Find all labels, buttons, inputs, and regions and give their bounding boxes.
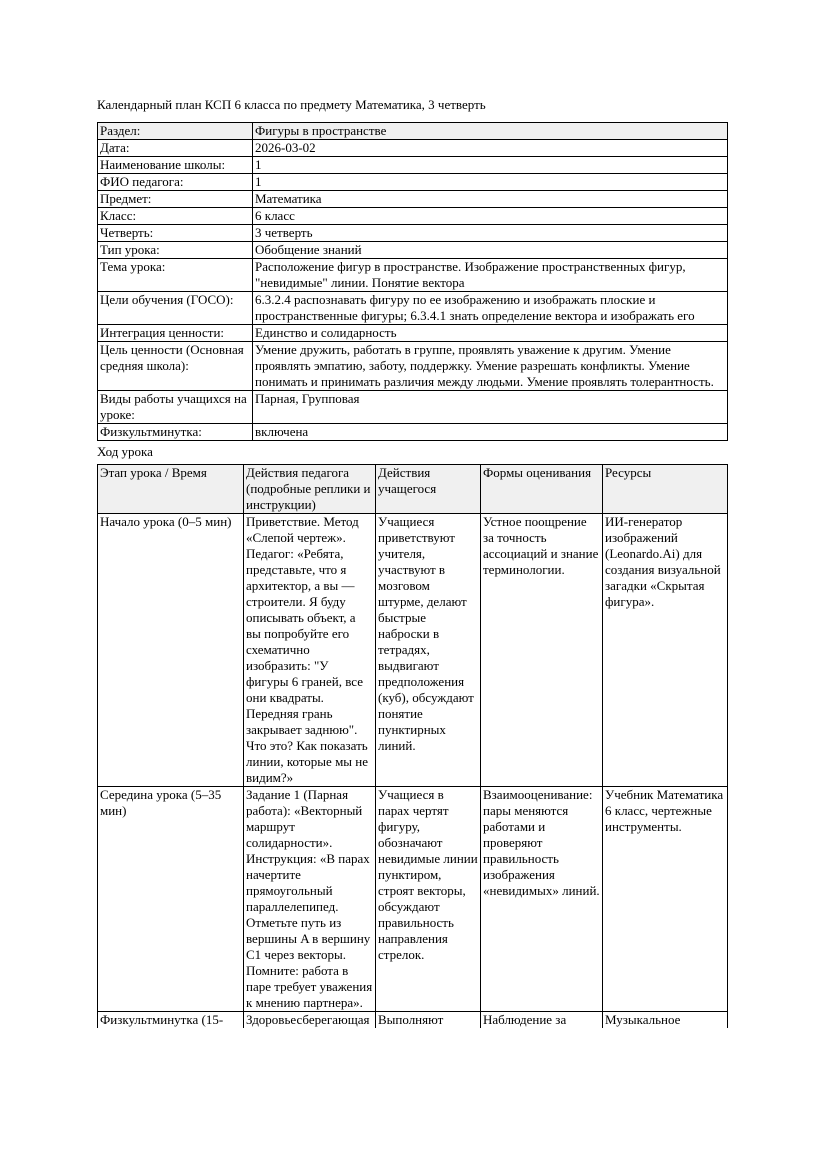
header-teacher-actions: Действия педагога (подробные реплики и инструкции) <box>244 465 376 514</box>
header-resources: Ресурсы <box>603 465 728 514</box>
assessment-cell: Взаимооценивание: пары меняются работами и проверяют правильность изображения «невидимых» линий. <box>481 787 603 1012</box>
student-actions-cell: Учащиеся приветствуют учителя, участвуют в мозговом штурме, делают быстрые наброски в тетрадях, выдвигают предположения (куб), обсуждают понятие пунктирных линий. <box>376 514 481 787</box>
lesson-course-table <box>97 464 728 1028</box>
info-label: Цели обучения (ГОСО): <box>98 292 253 325</box>
info-value: 3 четверть <box>253 225 728 242</box>
info-label: Интеграция ценности: <box>98 325 253 342</box>
info-label: Наименование школы: <box>98 157 253 174</box>
info-row-subject <box>98 191 728 208</box>
section-heading-lesson-course: Ход урока <box>97 444 153 459</box>
header-assessment-forms: Формы оценивания <box>481 465 603 514</box>
info-value: 2026-03-02 <box>253 140 728 157</box>
stage-cell: Физкультминутка (15- <box>98 1012 244 1029</box>
info-value: 1 <box>253 157 728 174</box>
info-row-teacher-name <box>98 174 728 191</box>
resources-cell: ИИ-генератор изображений (Leonardo.Ai) для создания визуальной загадки «Скрытая фигура». <box>603 514 728 787</box>
lesson-row-phys-minute-clipped <box>98 1012 728 1029</box>
info-label: Цель ценности (Основная средняя школа): <box>98 342 253 391</box>
lesson-info-table <box>97 122 728 441</box>
lesson-table-header-row <box>98 465 728 514</box>
info-row-work-types <box>98 391 728 424</box>
info-value: 6.3.2.4 распознавать фигуру по ее изображению и изображать плоские и пространственные фигуры; 6.3.4.1 знать определение вектора и изображать его <box>253 292 728 325</box>
lesson-row-middle <box>98 787 728 1012</box>
info-row-class <box>98 208 728 225</box>
stage-cell: Середина урока (5–35 мин) <box>98 787 244 1012</box>
document-title: Календарный план КСП 6 класса по предмету Математика, 3 четверть <box>97 97 486 112</box>
info-label: Виды работы учащихся на уроке: <box>98 391 253 424</box>
teacher-actions-cell: Здоровьесберегающая <box>244 1012 376 1029</box>
info-value: Фигуры в пространстве <box>253 123 728 140</box>
info-label: ФИО педагога: <box>98 174 253 191</box>
resources-cell: Музыкальное <box>603 1012 728 1029</box>
info-label: Класс: <box>98 208 253 225</box>
info-row-date <box>98 140 728 157</box>
info-value: включена <box>253 424 728 441</box>
assessment-cell: Наблюдение за <box>481 1012 603 1029</box>
info-row-values-integration <box>98 325 728 342</box>
info-value: Расположение фигур в пространстве. Изображение пространственных фигур, "невидимые" линии. Понятие вектора <box>253 259 728 292</box>
info-value: Математика <box>253 191 728 208</box>
info-label: Тема урока: <box>98 259 253 292</box>
stage-cell: Начало урока (0–5 мин) <box>98 514 244 787</box>
info-row-lesson-type <box>98 242 728 259</box>
info-label: Дата: <box>98 140 253 157</box>
header-stage-time: Этап урока / Время <box>98 465 244 514</box>
info-label: Раздел: <box>98 123 253 140</box>
info-label: Тип урока: <box>98 242 253 259</box>
info-label: Физкультминутка: <box>98 424 253 441</box>
teacher-actions-cell: Задание 1 (Парная работа): «Векторный маршрут солидарности». Инструкция: «В парах начертите прямоугольный параллелепипед. Отметьте путь из вершины A в вершину C1 через векторы. Помните: работа в паре требует уважения к мнению партнера». <box>244 787 376 1012</box>
info-row-quarter <box>98 225 728 242</box>
info-value: Единство и солидарность <box>253 325 728 342</box>
info-value: 6 класс <box>253 208 728 225</box>
assessment-cell: Устное поощрение за точность ассоциаций и знание терминологии. <box>481 514 603 787</box>
student-actions-cell: Учащиеся в парах чертят фигуру, обозначают невидимые линии пунктиром, строят векторы, обсуждают правильность направления стрелок. <box>376 787 481 1012</box>
info-row-phys-minute <box>98 424 728 441</box>
info-row-section <box>98 123 728 140</box>
info-value: Обобщение знаний <box>253 242 728 259</box>
teacher-actions-cell: Приветствие. Метод «Слепой чертеж». Педагог: «Ребята, представьте, что я архитектор, а вы — строители. Я буду описывать объект, а вы попробуйте его схематично изобразить: "У фигуры 6 граней, все они квадраты. Передняя грань закрывает заднюю". Что это? Как показать линии, которые мы не видим?» <box>244 514 376 787</box>
student-actions-cell: Выполняют <box>376 1012 481 1029</box>
info-row-school <box>98 157 728 174</box>
info-label: Предмет: <box>98 191 253 208</box>
info-value: Парная, Групповая <box>253 391 728 424</box>
header-student-actions: Действия учащегося <box>376 465 481 514</box>
lesson-row-start <box>98 514 728 787</box>
info-row-lesson-topic <box>98 259 728 292</box>
info-row-learning-goals <box>98 292 728 325</box>
resources-cell: Учебник Математика 6 класс, чертежные инструменты. <box>603 787 728 1012</box>
info-value: 1 <box>253 174 728 191</box>
info-row-values-goal <box>98 342 728 391</box>
info-label: Четверть: <box>98 225 253 242</box>
info-value: Умение дружить, работать в группе, проявлять уважение к другим. Умение проявлять эмпатию, заботу, поддержку. Умение разрешать конфликты. Умение понимать и принимать различия между людьми. Умение проявлять толерантность. <box>253 342 728 391</box>
